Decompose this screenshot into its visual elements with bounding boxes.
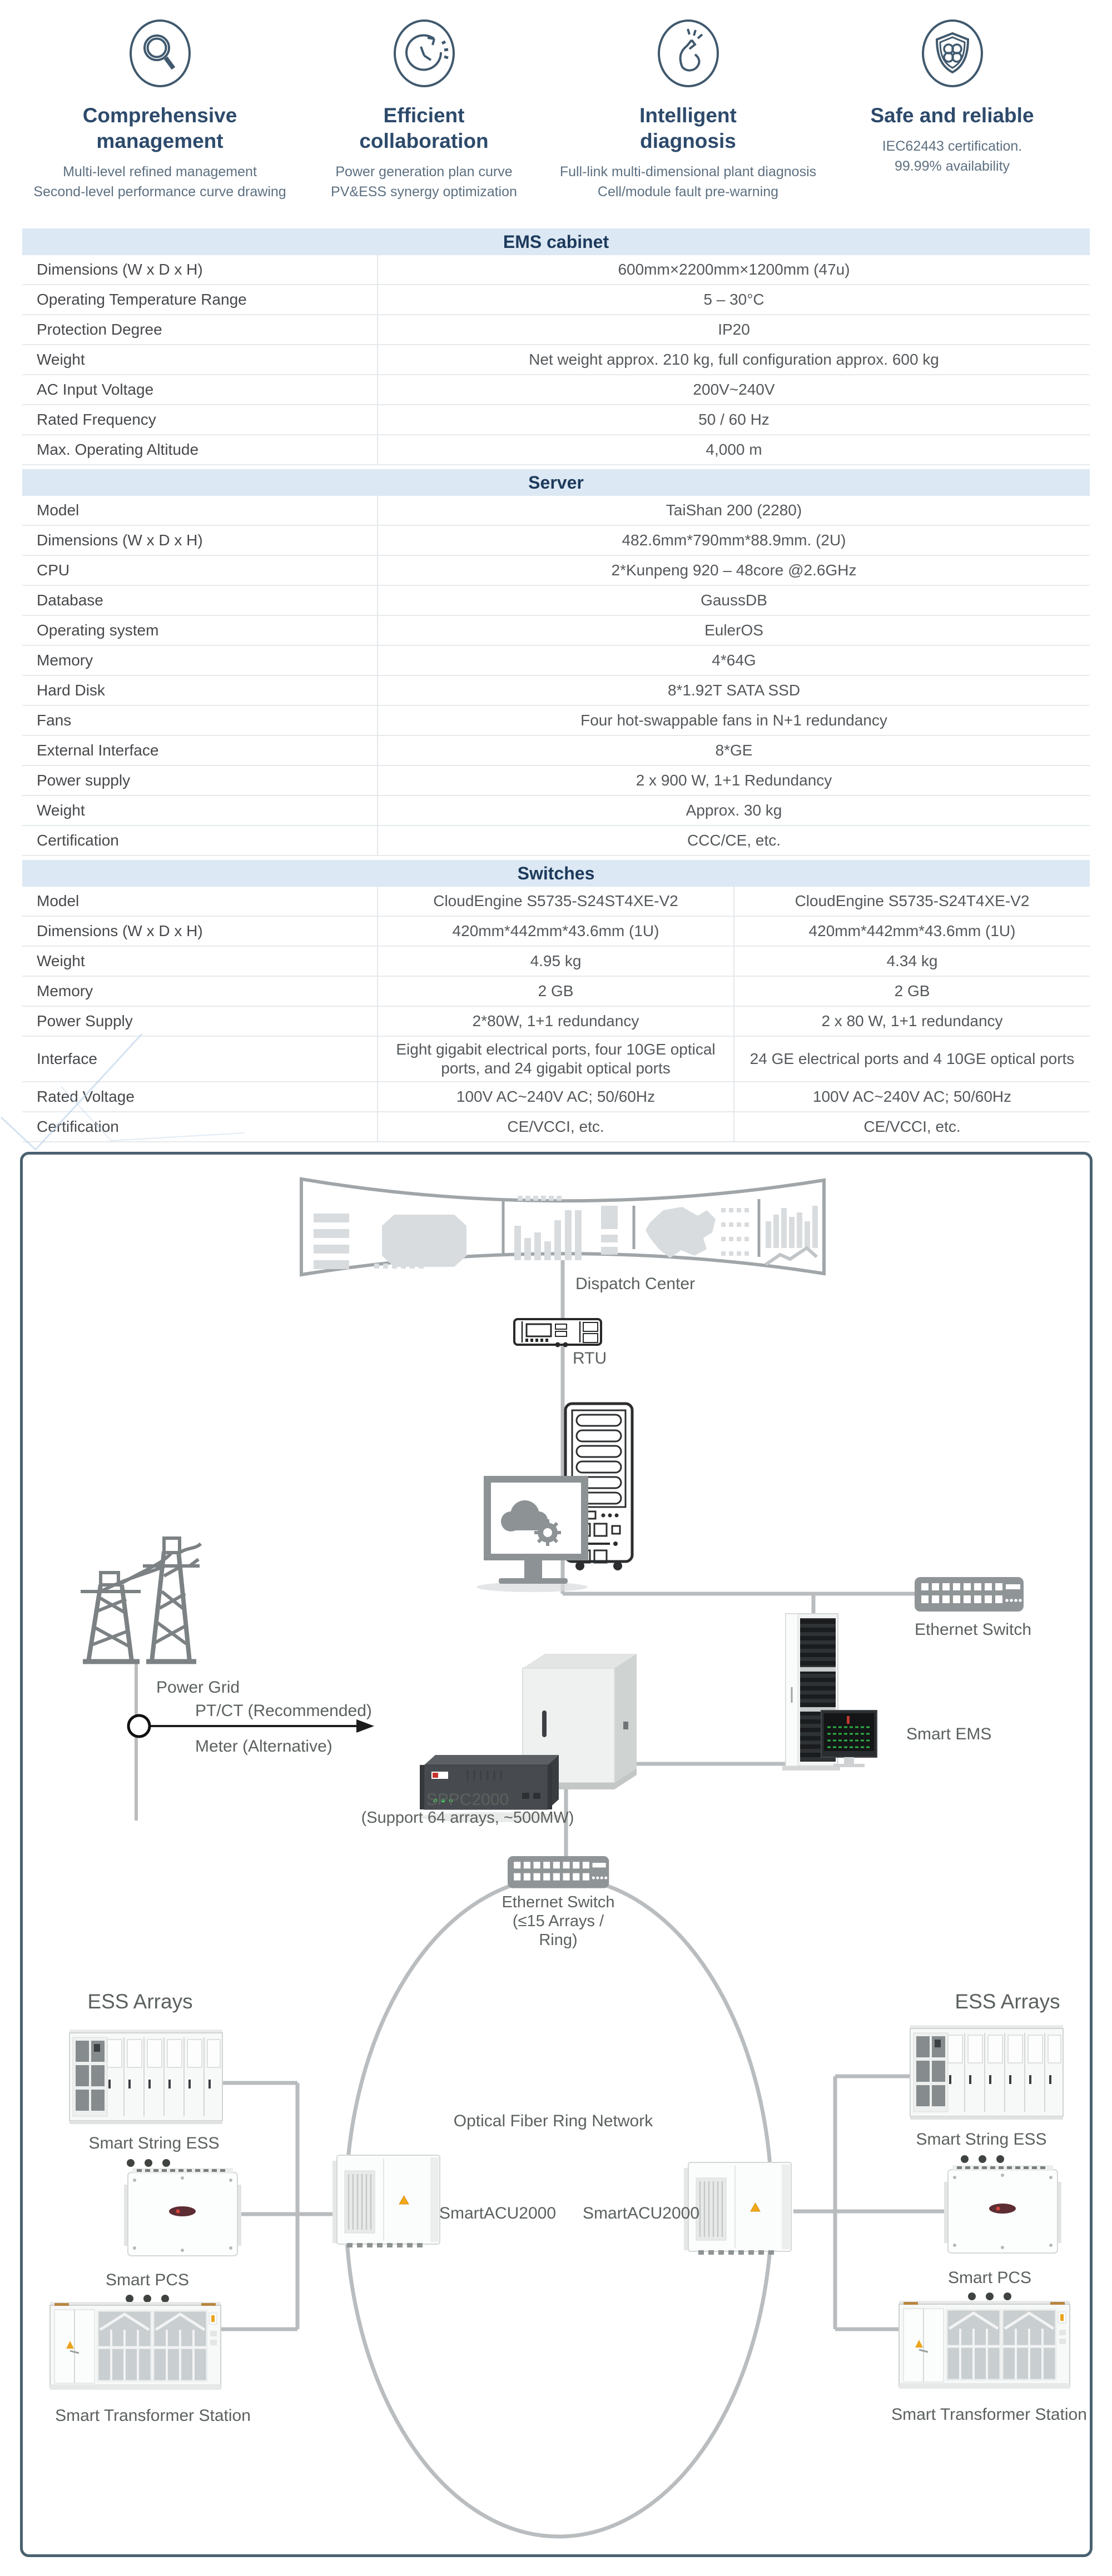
row-label: Model [22,887,378,916]
ess-arrays-left-label: ESS Arrays [87,1990,193,2013]
ess-container-icon [910,2025,1063,2120]
row-value: 4.34 kg [733,947,1090,976]
ellipsis-dots [968,2292,1011,2300]
table-row [22,947,1090,977]
spec-tables [22,228,1090,1146]
ptct-label: PT/CT (Recommended) [195,1702,372,1720]
row-label: Hard Disk [22,676,378,705]
row-label: Interface [22,1037,378,1081]
row-value: 2 x 900 W, 1+1 Redundancy [636,772,832,789]
smart-string-ess-left-label: Smart String ESS [88,2134,220,2152]
row-label: Dimensions (W x D x H) [22,526,378,555]
row-value: 2 x 80 W, 1+1 redundancy [733,1007,1090,1036]
table-title: Server [22,469,1090,496]
table-row [22,766,1090,796]
row-value: Eight gigabit electrical ports, four 10GE optical ports, and 24 gigabit optical ports [396,1041,716,1077]
table-row [22,345,1090,375]
ethernet-switch-top-label: Ethernet Switch [914,1620,1032,1639]
row-label: Memory [22,646,378,675]
feature-comprehensive-management [28,19,292,202]
row-label: Fans [22,706,378,735]
table-row [22,977,1090,1007]
table-title: EMS cabinet [22,228,1090,255]
row-value: 2 GB [538,982,574,999]
smart-pcs-left-label: Smart PCS [105,2271,190,2289]
snap-icon [657,19,719,88]
table-row [22,405,1090,435]
rtu-label: RTU [573,1349,607,1367]
row-value: 2*Kunpeng 920 – 48core @2.6GHz [611,561,857,579]
mid-switch-label-2: (≤15 Arrays / [512,1912,604,1930]
feature-subtitle: IEC62443 certification. 99.99% availability [882,138,1022,174]
feature-subtitle: Power generation plan curve PV&ESS synergy optimization [331,164,517,200]
table-row [22,616,1090,646]
ellipsis-dots [127,2159,170,2167]
feature-subtitle: Full-link multi-dimensional plant diagnosis Cell/module fault pre-warning [559,164,817,200]
row-label: Memory [22,977,378,1006]
ethernet-switch-icon [508,1856,609,1888]
table-row [22,315,1090,345]
row-label: Weight [22,947,378,976]
row-value: 24 GE electrical ports and 4 10GE optical ports [733,1037,1090,1081]
table-row [22,375,1090,405]
row-value: 100V AC~240V AC; 50/60Hz [456,1088,656,1105]
row-value: 50 / 60 Hz [698,411,770,428]
ellipsis-dots [126,2295,169,2303]
row-value: Approx. 30 kg [686,802,782,819]
efficiency-icon [393,19,455,88]
row-label: Rated Frequency [22,405,378,434]
row-label: Power Supply [22,1007,378,1036]
row-label: Dimensions (W x D x H) [22,917,378,946]
row-label: Power supply [22,766,378,795]
system-architecture-diagram [20,1152,1093,2557]
row-value: 200V~240V [693,381,775,398]
table-row [22,435,1090,465]
table-row [22,887,1090,917]
table-row [22,826,1090,856]
row-value: Net weight approx. 210 kg, full configuration approx. 600 kg [529,351,939,368]
smart-ems-label: Smart EMS [906,1725,992,1743]
row-value: 4*64G [712,652,756,669]
smart-pcs-icon [944,2165,1061,2253]
row-value: 4,000 m [706,441,762,458]
smart-pcs-right-label: Smart PCS [947,2269,1032,2287]
smart-string-ess-right-label: Smart String ESS [916,2130,1047,2149]
decorative-swoosh [0,1012,256,1156]
row-label: Rated Voltage [22,1082,378,1111]
row-value: CloudEngine S5735-S24ST4XE-V2 [433,892,678,909]
row-value: 8*GE [715,742,753,759]
row-label: Operating Temperature Range [22,285,378,314]
ethernet-switch-icon [915,1577,1024,1612]
table-row [22,676,1090,706]
table-row [22,255,1090,285]
feature-subtitle: Multi-level refined management Second-level performance curve drawing [33,164,286,200]
ess-arrays-right-label: ESS Arrays [955,1990,1060,2013]
row-value: GaussDB [701,591,767,609]
row-value: TaiShan 200 (2280) [666,501,802,519]
transformer-left-label: Smart Transformer Station [55,2406,251,2425]
row-label: Weight [22,345,378,374]
row-value: 482.6mm*790mm*88.9mm. (2U) [622,531,846,549]
table-row [22,556,1090,586]
row-label: Weight [22,796,378,825]
row-label: External Interface [22,736,378,765]
row-label: Model [22,496,378,525]
smartacu-icon [332,2155,440,2247]
row-value: CE/VCCI, etc. [507,1118,604,1135]
sppc-label-line1: SPPC2000 [426,1791,509,1809]
row-value: Four hot-swappable fans in N+1 redundancy [580,712,887,729]
architecture-canvas [23,1155,1090,2554]
row-value: CloudEngine S5735-S24T4XE-V2 [733,887,1090,916]
meter-label: Meter (Alternative) [195,1737,332,1756]
power-pylon-icon [81,1538,201,1662]
mid-switch-label-3: Ring) [539,1931,578,1949]
row-label: Operating system [22,616,378,645]
row-value: IP20 [718,321,750,338]
feature-title: Comprehensive management [82,104,237,152]
feature-title: Intelligent diagnosis [639,104,737,152]
table-title: Switches [22,860,1090,887]
feature-title: Efficient collaboration [359,104,489,152]
row-value: 8*1.92T SATA SSD [667,682,801,699]
mid-switch-label-1: Ethernet Switch [502,1893,615,1911]
server-table [22,469,1090,856]
row-value: 600mm×2200mm×1200mm (47u) [618,261,850,278]
feature-efficient-collaboration [292,19,556,202]
transformer-station-icon [899,2301,1070,2389]
row-label: Protection Degree [22,315,378,344]
row-label: AC Input Voltage [22,375,378,404]
transformer-right-label: Smart Transformer Station [891,2405,1087,2424]
transformer-station-icon [50,2302,221,2390]
row-label: Certification [22,1112,378,1141]
magnifier-icon [129,19,191,88]
feature-intelligent-diagnosis [556,19,820,202]
row-value: 2*80W, 1+1 redundancy [472,1012,639,1030]
row-value: 420mm*442mm*43.6mm (1U) [452,922,659,939]
row-value: EulerOS [704,621,763,639]
sppc-label-line2: (Support 64 arrays, ~500MW) [361,1809,574,1827]
row-value: CCC/CE, etc. [687,832,781,849]
table-row [22,796,1090,826]
smartacu-right-label: SmartACU2000 [582,2204,700,2222]
table-row [22,646,1090,676]
ellipsis-dots [961,2155,1004,2163]
ring-label: Optical Fiber Ring Network [453,2112,653,2130]
rtu-icon [514,1319,601,1347]
smartacu-icon [684,2162,791,2255]
feature-title: Safe and reliable [870,104,1034,127]
row-value: CE/VCCI, etc. [733,1112,1090,1141]
row-label: CPU [22,556,378,585]
table-row [22,496,1090,526]
table-row [22,285,1090,315]
table-row [22,917,1090,947]
feature-highlights [28,19,1084,202]
row-label: Dimensions (W x D x H) [22,255,378,284]
ems-cabinet-table [22,228,1090,465]
feature-safe-reliable [820,19,1084,202]
row-label: Certification [22,826,378,855]
shield-icon [921,19,984,88]
smartacu-left-label: SmartACU2000 [439,2204,557,2222]
dispatch-center-label: Dispatch Center [575,1275,696,1293]
smart-pcs-icon [124,2168,241,2256]
row-value: 100V AC~240V AC; 50/60Hz [733,1082,1090,1111]
table-row [22,586,1090,616]
row-value: 5 – 30°C [703,291,765,308]
table-row [22,526,1090,556]
workstation-icon [476,1476,588,1592]
row-value: 4.95 kg [530,952,582,969]
row-label: Max. Operating Altitude [22,435,378,464]
ess-container-icon [70,2030,222,2124]
row-value: 420mm*442mm*43.6mm (1U) [733,917,1090,946]
row-value: 2 GB [733,977,1090,1006]
row-label: Database [22,586,378,615]
power-grid-label: Power Grid [156,1678,240,1697]
table-row [22,706,1090,736]
table-row [22,736,1090,766]
